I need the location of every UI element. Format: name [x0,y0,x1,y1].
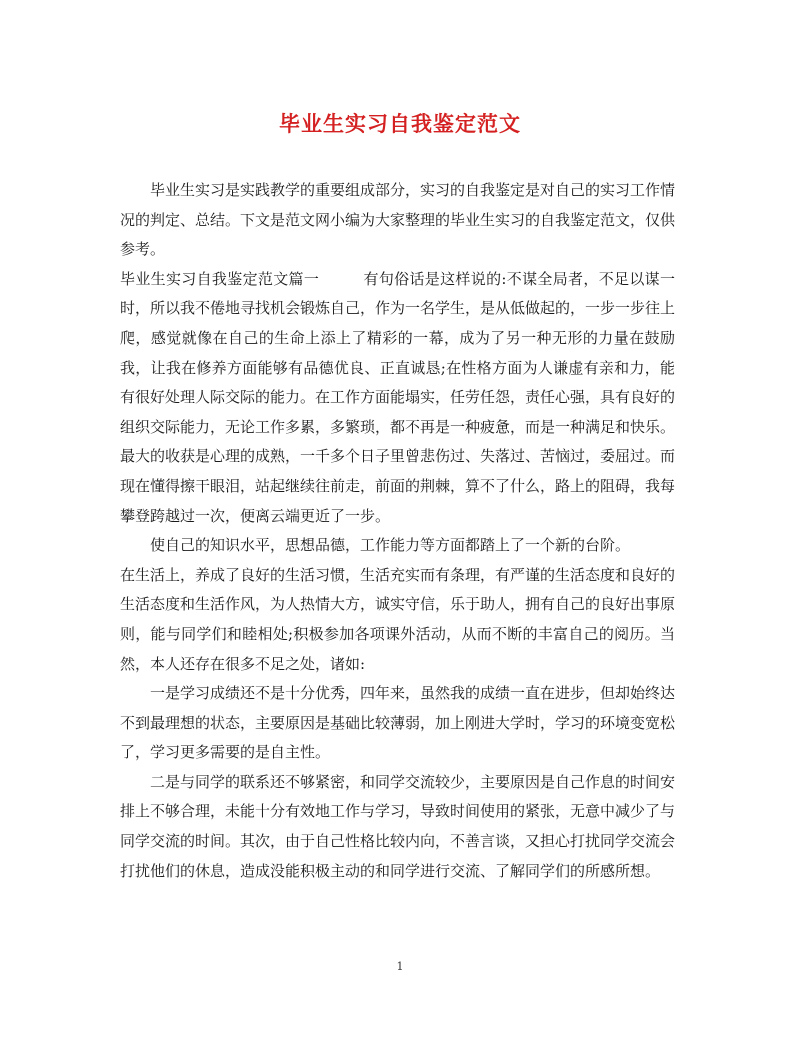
knowledge-paragraph: 使自己的知识水平，思想品德，工作能力等方面都踏上了一个新的台阶。 [150,536,631,555]
document-title: 毕业生实习自我鉴定范文 [279,112,521,136]
intro-paragraph: 毕业生实习是实践教学的重要组成部分，实习的自我鉴定是对自己的实习工作情况的判定、总结。下文是范文网小编为大家整理的毕业生实习的自我鉴定范文，仅供参考。 [120,181,676,259]
section-heading: 毕业生实习自我鉴定范文篇一 [120,269,320,288]
section-paragraph [120,265,675,531]
first-shortcoming-paragraph: 一是学习成绩还不是十分优秀，四年来，虽然我的成绩一直在进步，但却始终达不到最理想的状态，主要原因是基础比较薄弱，加上刚进大学时，学习的环境变宽松了，学习更多需要的是自主性。 [120,684,676,762]
section-body: 有句俗话是这样说的:不谋全局者，不足以谋一时，所以我不倦地寻找机会锻炼自己，作为一名学生，是从低做起的，一步一步往上爬，感觉就像在自己的生命上添上了精彩的一幕，成为了另一种无形的力量在鼓励我，让我在修养方面能够有品德优良、正直诚恳;在性格方面为人谦虚有亲和力，能有很好处理人际交际的能力。在工作方面能塌实，任劳任怨，责任心强，具有良好的组织交际能力，无论工作多累，多繁琐，都不再是一种疲惫，而是一种满足和快乐。最大的收获是心理的成熟，一千多个日子里曾悲伤过、失落过、苦恼过，委屈过。而现在懂得擦干眼泪，站起继续往前走，前面的荆棘，算不了什么，路上的阻碍，我每攀登跨越过一次，便离云端更近了一步。 [120,269,676,525]
document-body [120,176,675,886]
life-paragraph: 在生活上，养成了良好的生活习惯，生活充实而有条理，有严谨的生活态度和良好的生活态度和生活作风，为人热情大方，诚实守信，乐于助人，拥有自己的良好出事原则，能与同学们和睦相处;积极参加各项课外活动，从而不断的丰富自己的阅历。当然，本人还存在很多不足之处，诸如: [120,565,676,673]
second-shortcoming-paragraph: 二是与同学的联系还不够紧密，和同学交流较少，主要原因是自己作息的时间安排上不够合理，未能十分有效地工作与学习，导致时间使用的紧张，无意中减少了与同学交流的时间。其次，由于自己性格比较内向，不善言谈，又担心打扰同学交流会打扰他们的休息，造成没能积极主动的和同学进行交流、了解同学们的所感所想。 [120,772,676,880]
page-number: 1 [396,960,404,973]
